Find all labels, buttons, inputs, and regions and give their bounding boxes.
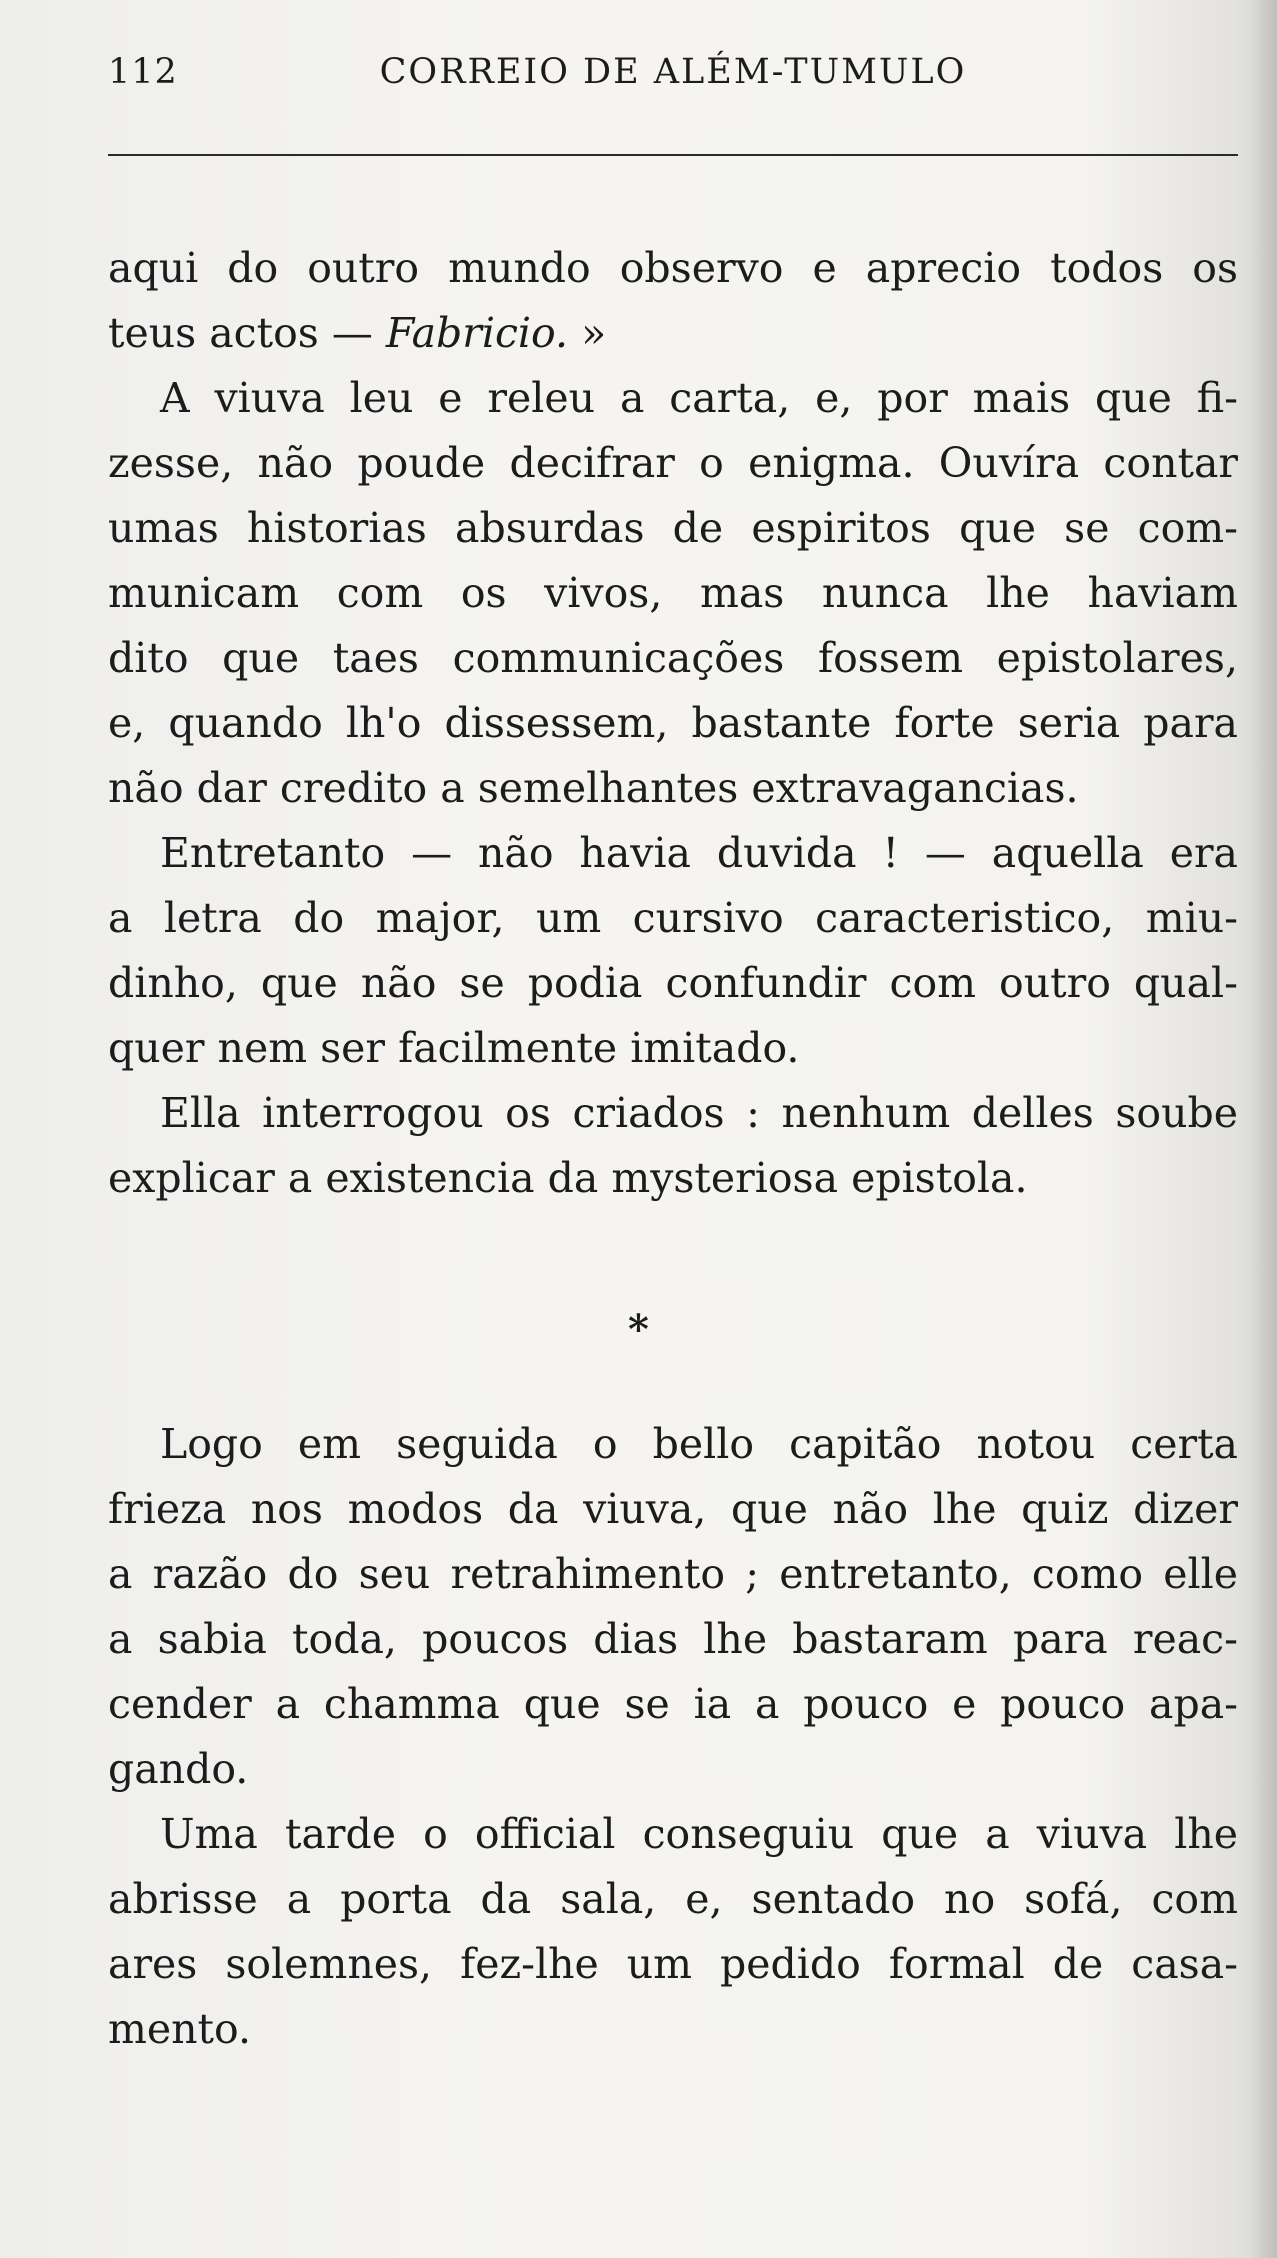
text-line: [108, 236, 1238, 301]
text-line: [108, 821, 1238, 886]
text-line: [108, 1737, 1238, 1802]
line-text: quer nem ser facilmente imitado.: [108, 1024, 800, 1072]
line-text: aqui do outro mundo observo e aprecio todos os: [108, 244, 1238, 292]
text-line: [108, 1607, 1238, 1672]
line-text: abrisse a porta da sala, e, sentado no sofá, com: [108, 1875, 1238, 1923]
text-line: [108, 1542, 1238, 1607]
header-rule: [108, 154, 1238, 156]
line-text: municam com os vivos, mas nunca lhe haviam: [108, 569, 1238, 617]
text-block-2: [108, 1412, 1238, 2062]
line-text: teus actos —: [108, 309, 386, 357]
line-text: Uma tarde o official conseguiu que a viuva lhe: [160, 1810, 1238, 1858]
text-line: [108, 691, 1238, 756]
text-line: [108, 1412, 1238, 1477]
line-text: e, quando lh'o dissessem, bastante forte seria para: [108, 699, 1238, 747]
text-line: [108, 561, 1238, 626]
line-text: mento.: [108, 2005, 252, 2053]
signature-name: Fabricio.: [385, 309, 569, 357]
section-ornament: *: [628, 1306, 649, 1353]
page-number: 112: [108, 52, 178, 92]
page-header: [108, 52, 1238, 102]
line-text: cender a chamma que se ia a pouco e pouco apa-: [108, 1680, 1238, 1728]
text-line: [108, 1932, 1238, 1997]
text-line: [108, 301, 1238, 366]
line-text: a letra do major, um cursivo caracteristico, miu-: [108, 894, 1238, 942]
text-line: [108, 1672, 1238, 1737]
text-line: [108, 366, 1238, 431]
line-text: umas historias absurdas de espiritos que se com-: [108, 504, 1238, 552]
line-text: explicar a existencia da mysteriosa epistola.: [108, 1154, 1028, 1202]
text-line: [108, 951, 1238, 1016]
line-text: não dar credito a semelhantes extravagancias.: [108, 764, 1079, 812]
line-text: gando.: [108, 1745, 249, 1793]
line-text: frieza nos modos da viuva, que não lhe quiz dizer: [108, 1485, 1238, 1533]
page-edge-shadow: [1251, 0, 1277, 2258]
running-head: CORREIO DE ALÉM-TUMULO: [379, 52, 967, 92]
text-line: [108, 496, 1238, 561]
line-text: A viuva leu e releu a carta, e, por mais que fi-: [160, 374, 1238, 422]
line-text: Entretanto — não havia duvida ! — aquella era: [160, 829, 1238, 877]
line-text: zesse, não poude decifrar o enigma. Ouvíra contar: [108, 439, 1238, 487]
line-text: Logo em seguida o bello capitão notou certa: [160, 1420, 1238, 1468]
text-line: [108, 626, 1238, 691]
line-text: dito que taes communicações fossem epistolares,: [108, 634, 1238, 682]
text-line: [108, 431, 1238, 496]
text-line: [108, 1802, 1238, 1867]
text-line: [108, 756, 1238, 821]
line-text: dinho, que não se podia confundir com outro qual-: [108, 959, 1238, 1007]
closing-quote: »: [568, 309, 607, 357]
text-line: [108, 1081, 1238, 1146]
text-line: [108, 1016, 1238, 1081]
text-line: [108, 886, 1238, 951]
text-line: [108, 1867, 1238, 1932]
text-block-1: [108, 236, 1238, 1211]
text-line: [108, 1997, 1238, 2062]
line-text: Ella interrogou os criados : nenhum delles soube: [160, 1089, 1238, 1137]
line-text: a sabia toda, poucos dias lhe bastaram para reac-: [108, 1615, 1238, 1663]
line-text: ares solemnes, fez-lhe um pedido formal de casa-: [108, 1940, 1238, 1988]
line-text: a razão do seu retrahimento ; entretanto, como elle: [108, 1550, 1238, 1598]
text-line: [108, 1477, 1238, 1542]
text-line: [108, 1146, 1238, 1211]
